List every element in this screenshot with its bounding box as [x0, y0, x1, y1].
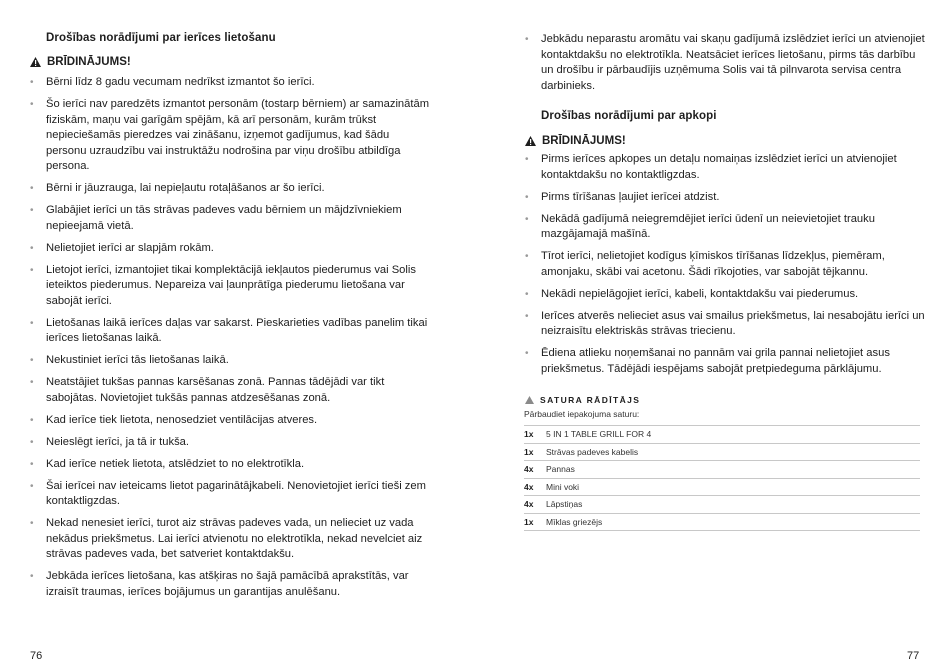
- item-quantity: 1x: [524, 443, 546, 461]
- list-item: • Nekādi nepielāgojiet ierīci, kabeli, kontaktdakšu vai piederumus.: [525, 287, 925, 303]
- item-name: 5 IN 1 TABLE GRILL FOR 4: [546, 426, 920, 444]
- list-item: • Bērni līdz 8 gadu vecumam nedrīkst izmantot šo ierīci.: [30, 75, 430, 91]
- list-item: • Pirms tīrīšanas ļaujiet ierīcei atdzist.: [525, 190, 925, 206]
- list-item: • Nekādā gadījumā neiegremdējiet ierīci ūdenī un neievietojiet trauku mazgājamajā mašīnā.: [525, 212, 925, 243]
- list-item: • Jebkādu neparastu aromātu vai skaņu gadījumā izslēdziet ierīci un atvienojiet kontaktdakšu no elektrotīkla. Neatsāciet ierīces lietošanu, pirms tās darbību un drošību ir pārbaudījis uzņēmuma Solis vai tā pilnvarota servisa centra darbinieks.: [525, 32, 925, 94]
- page-number: 76: [30, 650, 43, 662]
- warning-triangle-icon: [525, 136, 536, 146]
- list-item: • Neatstājiet tukšas pannas karsēšanas zonā. Pannas tādējādi var tikt sabojātas. Novietojiet tukšās pannas atdzesēšanas zonā.: [30, 375, 430, 406]
- list-item: • Nekustiniet ierīci tās lietošanas laikā.: [30, 353, 430, 369]
- contents-row: [524, 443, 920, 461]
- warning-triangle-icon: [30, 57, 41, 67]
- list-item: • Šai ierīcei nav ieteicams lietot pagarinātājkabeli. Nenovietojiet ierīci tieši zem kontaktligzdas.: [30, 479, 430, 510]
- contents-row: [524, 426, 920, 444]
- right-page: [475, 0, 950, 660]
- list-item: • Bērni ir jāuzrauga, lai nepieļautu rotaļāšanos ar šo ierīci.: [30, 181, 430, 197]
- list-item: • Lietojot ierīci, izmantojiet tikai komplektācijā iekļautos piederumus vai Solis ieteiktos piederumus. Nepareiza vai ļaunprātīga piederumu lietošana var sabojāt ierīci.: [30, 263, 430, 310]
- item-name: Strāvas padeves kabelis: [546, 443, 920, 461]
- item-name: Pannas: [546, 461, 920, 479]
- list-item: • Neieslēgt ierīci, ja tā ir tukša.: [30, 435, 430, 451]
- list-item: • Ierīces atverēs nelieciet asus vai smailus priekšmetus, lai nesabojātu ierīci un neizraisītu elektriskās strāvas triecienu.: [525, 309, 925, 340]
- section-heading: Drošības norādījumi par ierīces lietošanu: [46, 32, 276, 44]
- list-item: • Ēdiena atlieku noņemšanai no pannām vai grila pannai nelietojiet asus priekšmetus. Tādējādi iespējams sabojāt pretpiedeguma pārklājumu.: [525, 346, 925, 377]
- list-item: • Glabājiet ierīci un tās strāvas padeves vadu bērniem un mājdzīvniekiem nepieejamā vietā.: [30, 203, 430, 234]
- list-item: • Lietošanas laikā ierīces daļas var sakarst. Pieskarieties vadības panelim tikai ierīces lietošanas laikā.: [30, 316, 430, 347]
- list-item: • Pirms ierīces apkopes un detaļu nomaiņas izslēdziet ierīci un atvienojiet kontaktdakšu no kontaktligzdas.: [525, 152, 925, 183]
- list-item: • Kad ierīce tiek lietota, nenosedziet ventilācijas atveres.: [30, 413, 430, 429]
- contents-row: [524, 496, 920, 514]
- item-quantity: 1x: [524, 513, 546, 531]
- list-item: • Šo ierīci nav paredzēts izmantot personām (tostarp bērniem) ar samazinātām fiziskām, maņu vai garīgām spējām, kā arī personām, kurām trūkst nepieciešamās pieredzes vai zināšanu, izņemot gadījumus, kad šādu personu uzraudzību vai instruktāžu nodrošina par viņu drošību atbildīga persona.: [30, 97, 430, 175]
- triangle-marker-icon: [525, 396, 534, 404]
- warning-text: BRĪDINĀJUMS!: [47, 56, 131, 68]
- item-name: Lāpstiņas: [546, 496, 920, 514]
- item-quantity: 4x: [524, 461, 546, 479]
- list-item: • Tīrot ierīci, nelietojiet kodīgus ķīmiskos tīrīšanas līdzekļus, piemēram, amonjaku, skābi vai acetonu. Šādi rīkojoties, var sabojāt tējkannu.: [525, 249, 925, 280]
- list-item: • Nelietojiet ierīci ar slapjām rokām.: [30, 241, 430, 257]
- contents-row: [524, 461, 920, 479]
- contents-title-text: SATURA RĀDĪTĀJS: [540, 395, 641, 405]
- list-item: • Jebkāda ierīces lietošana, kas atšķiras no šajā pamācībā aprakstītās, var izraisīt traumas, ierīces bojājumus un garantijas anulēšanu.: [30, 569, 430, 600]
- list-item: • Nekad nenesiet ierīci, turot aiz strāvas padeves vada, un nelieciet uz vada nekādus priekšmetus. Lai ierīci atvienotu no elektrotīkla, nekad nevelciet aiz strāvas padeves vada, bet satveriet kontaktdakšu.: [30, 516, 430, 563]
- contents-row: [524, 478, 920, 496]
- item-quantity: 1x: [524, 426, 546, 444]
- warning-label: [30, 56, 131, 68]
- list-item: • Kad ierīce netiek lietota, atslēdziet to no elektrotīkla.: [30, 457, 430, 473]
- maintenance-list: [525, 152, 925, 384]
- item-name: Mini voki: [546, 478, 920, 496]
- continued-list: [525, 32, 925, 101]
- contents-title: [525, 395, 640, 405]
- item-quantity: 4x: [524, 478, 546, 496]
- warning-label: [525, 135, 626, 147]
- item-name: Mīklas griezējs: [546, 513, 920, 531]
- section-heading: Drošības norādījumi par apkopi: [541, 110, 717, 122]
- warning-text: BRĪDINĀJUMS!: [542, 135, 626, 147]
- contents-table: [524, 425, 920, 531]
- contents-subtitle: Pārbaudiet iepakojuma saturu:: [524, 409, 640, 419]
- safety-list: [30, 75, 430, 607]
- contents-row: [524, 513, 920, 531]
- page-number: 77: [907, 650, 920, 662]
- left-page: [0, 0, 475, 660]
- item-quantity: 4x: [524, 496, 546, 514]
